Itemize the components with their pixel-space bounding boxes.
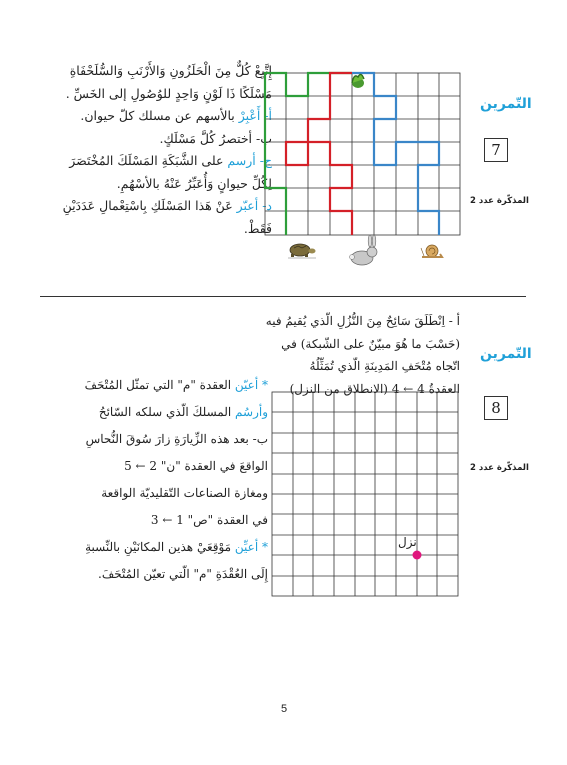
rabbit-icon	[350, 235, 378, 265]
turtle-icon	[288, 244, 316, 258]
ex8-left-line-6: * أعيِّن مَوْقِعَيْ هذين المكانَيْنِ بالنِّسبةِ	[85, 540, 268, 554]
ex8-right-line-0: أ - اِنْطَلَقَ سَائِحٌ مِنَ النُّزُلِ الّذي يُقيمُ فيه	[265, 314, 460, 328]
exercise8-hint: المذكّرة عدد 2	[470, 463, 529, 473]
ex7-line-7: فَقَطْ.	[243, 220, 272, 236]
ex8-left-line-3: الواقعَ في العقدة "ن" 2 ← 5	[124, 459, 268, 473]
section-divider	[40, 296, 526, 297]
ex8-left-line-7: إِلَى العُقْدَةِ "م" الّتي تعيّن المُتْحَفَ.	[98, 567, 268, 581]
ex8-right-line-1: (حَسْبَ ما هُوَ مبيّنٌ على الشّبكة) في	[281, 336, 460, 351]
exercise8-left-text	[24, 372, 268, 588]
ex7-line-0: إِتَّبِعْ كُلٌّ مِنَ الْحَلَزُونِ وَالأَرْنَبِ وَالسُّلَحْفَاةِ	[69, 63, 272, 78]
exercise8-grid	[270, 390, 462, 602]
exercise7-title: التّمرين	[480, 96, 532, 112]
hotel-marker	[413, 551, 422, 560]
ex7-line-1: مَسْلَكًا ذَا لَوْنٍ وَاحِدٍ للوُصُولِ إلى الخَسِّ .	[65, 85, 272, 101]
exercise7-grid	[262, 70, 464, 340]
ex7-line-2: أ- أَعْبِرْ بالأسهم عن مسلك كلّ حيوان.	[80, 108, 272, 123]
ex8-left-line-4: ومغازة الصناعات التّقليديّة الواقعة	[101, 486, 268, 500]
ex8-left-line-1: وأرسُم المسلكَ الّذي سلكه السّائحُ	[98, 405, 268, 419]
ex7-line-5: لِكُلِّ حيوانٍ وَأُعَبِّرُ عَنْهُ بالأسْهُمِ.	[116, 175, 272, 191]
hotel-label: نزل	[398, 535, 417, 549]
ex8-left-line-0: * أعيّن العقدة "م" التي تمثّل المُتْحَفَ	[84, 378, 268, 392]
page-number: 5	[280, 703, 288, 715]
exercise7-number: 7	[484, 138, 508, 162]
ex7-line-6: د- أعبّر عَنْ هَذا المَسْلَكِ بِاسْتِعْمالِ عَدَدَيْنِ	[62, 198, 272, 213]
ex8-left-line-5: في العقدة "ص" 1 ← 3	[150, 513, 268, 527]
lettuce-icon	[352, 74, 364, 88]
exercise8-title: التّمرين	[480, 346, 532, 362]
ex8-right-line-3: العقدةُ 4 ← 4 (الانطلاق من النزل)	[289, 381, 460, 396]
ex7-line-3: ب- أختصرُ كُلَّ مَسْلَكٍ.	[159, 130, 272, 146]
exercise7-hint: المذكّرة عدد 2	[470, 196, 529, 206]
exercise7-text	[20, 60, 272, 240]
exercise8-number: 8	[484, 396, 508, 420]
snail-icon	[421, 245, 442, 257]
ex7-line-4: ج- أرسم على الشَّبَكَةِ المَسْلَكَ المُخْتَصَرَ	[69, 153, 272, 168]
ex8-right-line-2: اتّجاه مُتْحَفِ المَدِينَةِ الّذي تُمَثِّلُهُ	[309, 359, 460, 373]
ex8-left-line-2: ب- بعد هذه الزِّيارَةِ زارَ سُوقَ النُّحاسِ	[85, 432, 268, 446]
